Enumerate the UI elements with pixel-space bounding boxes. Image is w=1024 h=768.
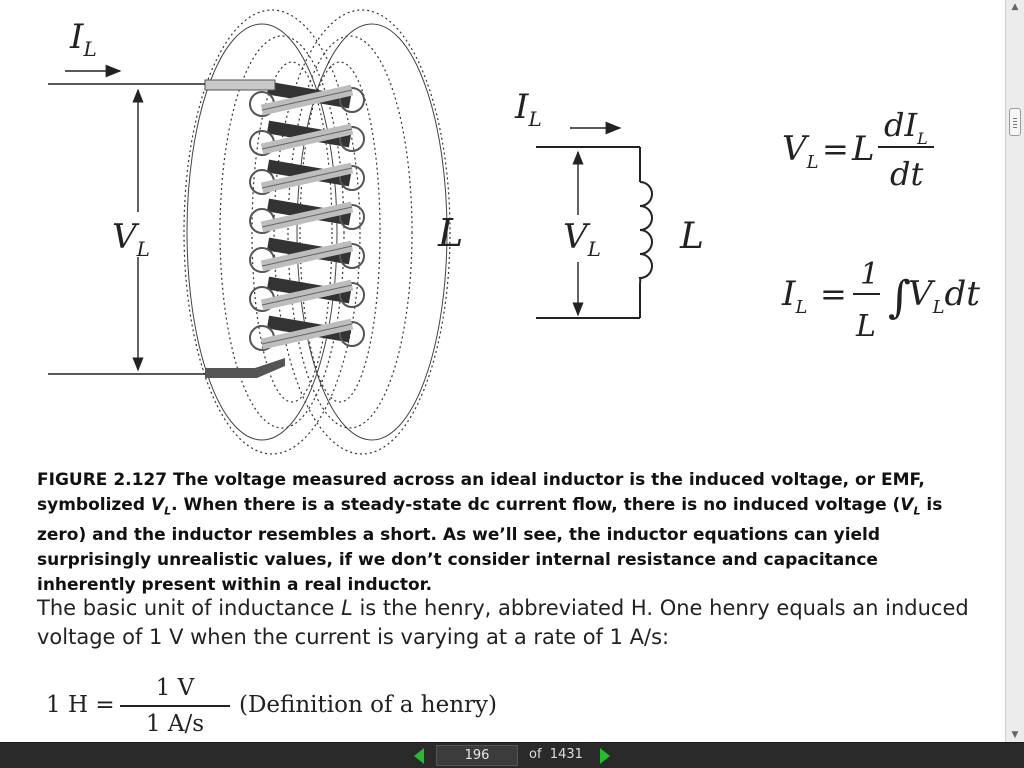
document-page: $I_L$ $V_L$ L $I_L$ $V_L$ L $V_L$ = L $dI_L$ dt $I_L$ = 1 L ∫ $V_Ldt$ FIGURE 2.127 The voltage measured across an ideal inductor is the induced voltage, or EMF, symbolized $V_L$. When there is a steady-state dc current flow, there is no induced voltage ($V_L$ is zero) and the inductor resembles a short. As we’ll see, the inductor equations can yield surprisingly unrealistic values, if we don’t consider internal resistance and capacitance inherently present within a real inductor. The basic unit of inductance L is the henry, abbreviated H. One henry equals an induced voltage of 1 V when the current is varying at a rate of 1 A/s: 1 H = 1 V 1 A/s (Definition of a henry) [0,0,1005,742]
svg-text:VLdt: $V_Ldt$ [908,274,980,318]
inductance-label-schematic: L [680,216,704,257]
inductance-label-left: L [438,211,464,255]
page-count: of 1431 [529,747,583,762]
svg-text:L: L [856,309,876,344]
scroll-down-arrow-icon[interactable]: ▼ [1011,730,1019,740]
svg-text:=: = [820,275,847,313]
body-paragraph: The basic unit of inductance L is the henry, abbreviated H. One henry equals an induced voltage of 1 V when the current is varying at a rate of 1 A/s: [37,596,969,649]
svg-text:IL: $I_L$ [782,274,808,318]
inductor-equation-current [781,257,980,344]
svg-text:VL: $V_L$ [782,129,819,173]
coil-illustration [48,10,463,454]
next-page-icon[interactable] [600,748,610,764]
current-label-schematic: $I_L$ [515,87,542,131]
page-navigation-bar [0,742,1024,768]
prev-page-icon[interactable] [414,748,424,764]
svg-text:L: L [852,129,875,169]
svg-text:=: = [822,130,849,168]
svg-text:1: 1 [860,257,880,292]
svg-text:dIL: $dI_L$ [884,106,928,148]
vertical-scrollbar[interactable] [1005,0,1024,742]
inductor-schematic [514,87,704,318]
svg-text:∫: ∫ [888,272,911,323]
current-label-left: $I_L$ [70,17,97,61]
voltage-label-schematic: $V_L$ [563,217,601,261]
figure-caption: FIGURE 2.127 The voltage measured across an ideal inductor is the induced voltage, or EMF, symbolized $V_L$. When there is a steady-state dc current flow, there is no induced voltage ($V_L$ is zero) and the inductor resembles a short. As we’ll see, the inductor equations can yield surprisingly unrealistic values, if we don’t consider internal resistance and capacitance inherently present within a real inductor. [37,470,943,596]
page-number-input[interactable] [436,745,518,766]
svg-text:dt: dt [890,155,924,193]
scroll-up-arrow-icon[interactable]: ▲ [1011,2,1019,12]
voltage-label-left: $V_L$ [112,217,150,261]
scroll-thumb[interactable] [1009,108,1021,136]
inductor-equation-voltage [782,106,934,193]
